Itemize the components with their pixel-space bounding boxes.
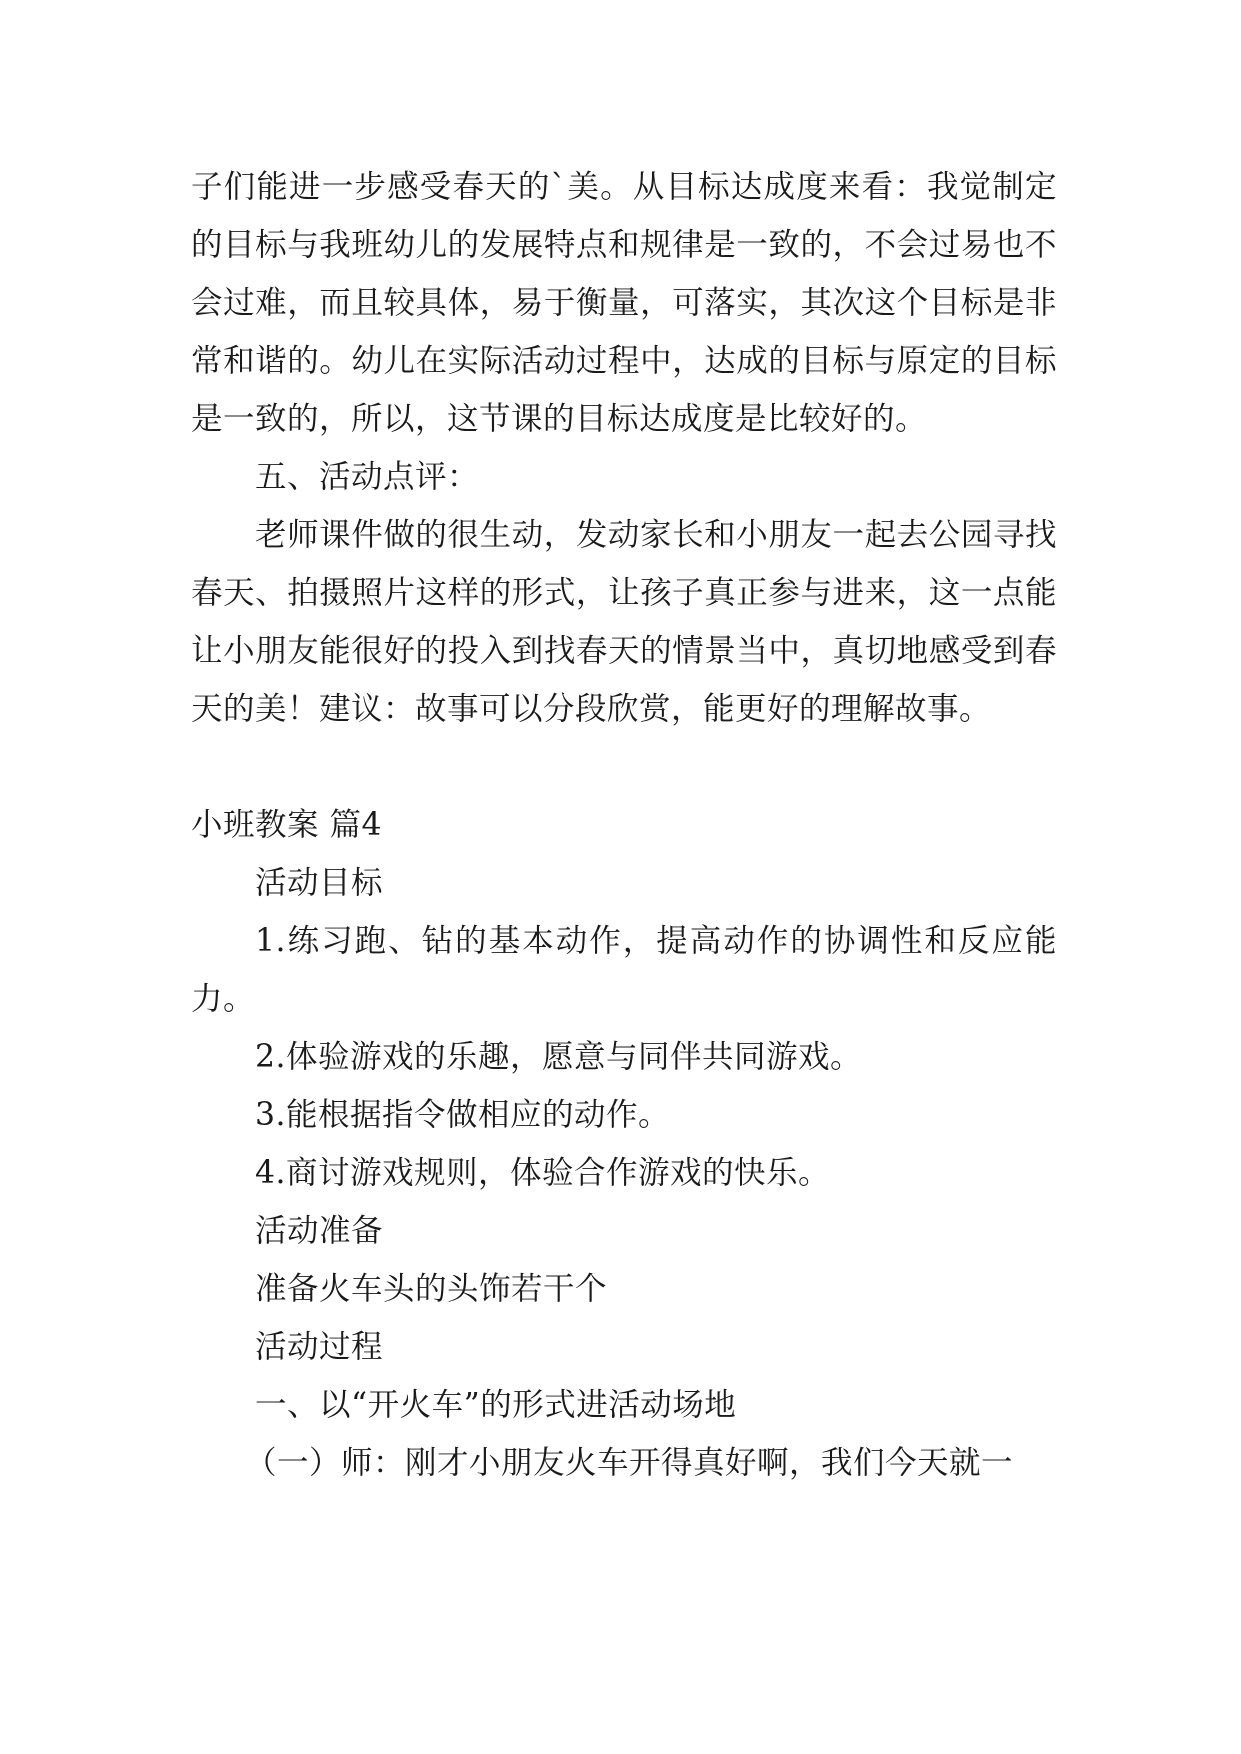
section-title: 小班教案 篇4 (191, 807, 383, 843)
heading-activity-review: 五、活动点评： (255, 459, 480, 495)
heading-activity-process: 活动过程 (255, 1329, 384, 1365)
paragraph-goal-achievement: 子们能进一步感受春天的`美。从目标达成度来看：我觉制定的目标与我班幼儿的发展特点和规律是一致的，不会过易也不会过难，而且较具体，易于衡量，可落实，其次这个目标是非常和谐的。幼儿在实际活动过程中，达成的目标与原定的目标是一致的，所以，这节课的目标达成度是比较好的。 (191, 169, 1057, 437)
paragraph-activity-review: 老师课件做的很生动，发动家长和小朋友一起去公园寻找春天、拍摄照片这样的形式，让孩子真正参与进来，这一点能让小朋友能很好的投入到找春天的情景当中，真切地感受到春天的美！建议：故事可以分段欣赏，能更好的理解故事。 (191, 517, 1057, 727)
goal-item-3: 3.能根据指令做相应的动作。 (255, 1097, 671, 1133)
heading-activity-preparation: 活动准备 (255, 1213, 384, 1249)
process-step-1-sub: （一）师：刚才小朋友火车开得真好啊，我们今天就一 (245, 1445, 1014, 1481)
document-body (191, 158, 1057, 1492)
heading-activity-goals: 活动目标 (255, 865, 384, 901)
preparation-text: 准备火车头的头饰若干个 (255, 1271, 608, 1307)
goal-item-2: 2.体验游戏的乐趣，愿意与同伴共同游戏。 (255, 1039, 863, 1075)
goal-item-1: 1.练习跑、钻的基本动作，提高动作的协调性和反应能力。 (191, 923, 1057, 1017)
process-step-1: 一、以“开火车”的形式进活动场地 (255, 1387, 737, 1423)
goal-item-4: 4.商讨游戏规则，体验合作游戏的快乐。 (255, 1155, 831, 1191)
